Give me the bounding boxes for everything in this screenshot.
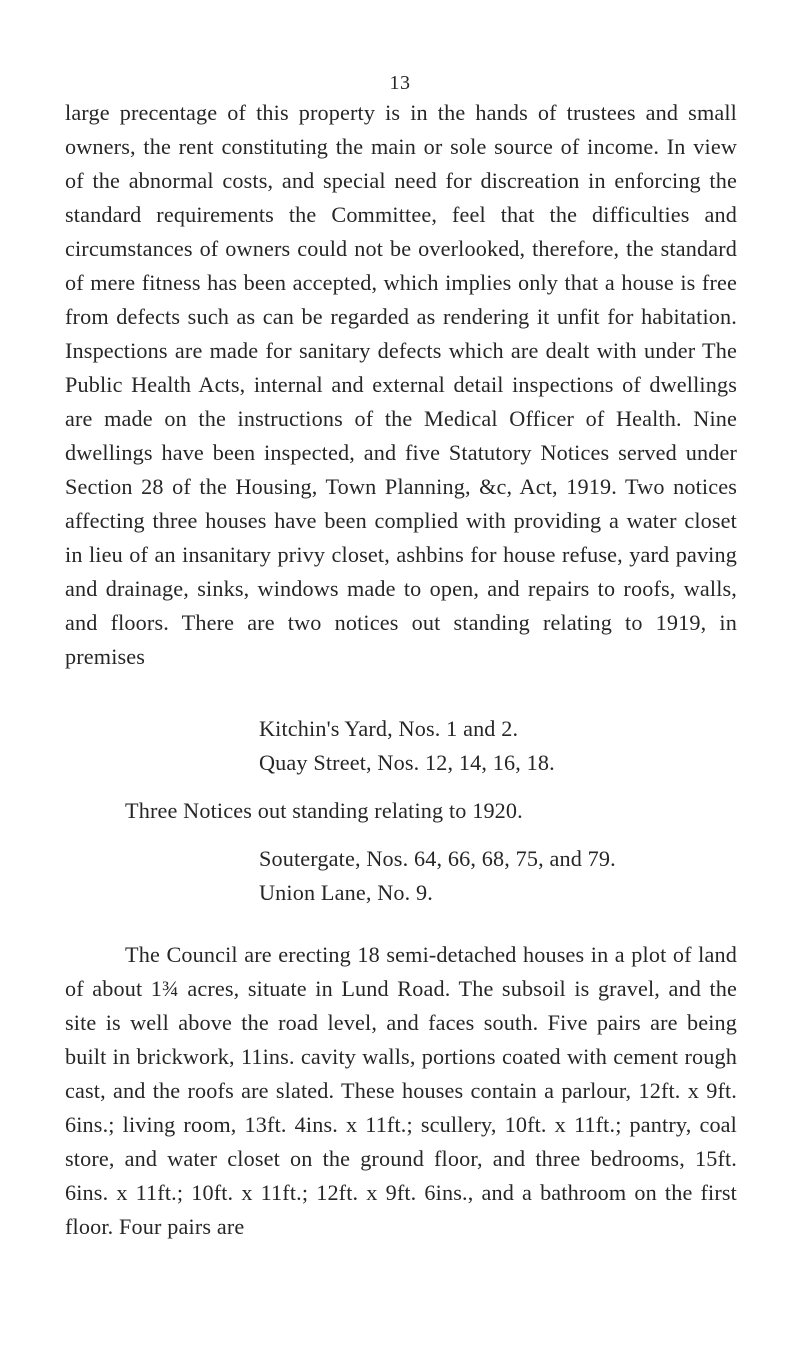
premises-list-1920 — [259, 842, 759, 910]
premises-item-union-lane: Union Lane, No. 9. — [259, 880, 434, 905]
premises-list-1919 — [259, 712, 759, 780]
premises-item-kitchins-yard: Kitchin's Yard, Nos. 1 and 2. — [259, 716, 519, 741]
premises-item-soutergate: Soutergate, Nos. 64, 66, 68, 75, and 79. — [259, 846, 616, 871]
page-number: 13 — [389, 72, 411, 94]
body-paragraph-property-inspections: large precentage of this property is in the hands of trustees and small owners, the rent constituting the main or sole source of income. In view of the abnormal costs, and special need for discreation in enforcing the standard requirements the Committee, feel that the difficulties and circumstances of owners could not be overlooked, therefore, the standard of mere fitness has been accepted, which implies only that a house is free from defects such as can be regarded as rendering it unfit for habitation. Inspections are made for sanitary defects which are dealt with under The Public Health Acts, internal and external detail inspections of dwellings are made on the instructions of the Medical Officer of Health. Nine dwellings have been inspected, and five Statutory Notices served under Section 28 of the Housing, Town Planning, &c, Act, 1919. Two notices affecting three houses have been complied with providing a water closet in lieu of an insanitary privy closet, ashbins for house refuse, yard paving and drainage, sinks, windows made to open, and repairs to roofs, walls, and floors. There are two notices out standing relating to 1919, in premises — [65, 100, 737, 669]
premises-item-quay-street: Quay Street, Nos. 12, 14, 16, 18. — [259, 750, 555, 775]
body-paragraph-three-notices: Three Notices out standing relating to 1920. — [125, 798, 523, 823]
body-paragraph-council-houses: The Council are erecting 18 semi-detached houses in a plot of land of about 1¾ acres, situate in Lund Road. The subsoil is gravel, and the site is well above the road level, and faces south. Five pairs are being built in brickwork, 11ins. cavity walls, portions coated with cement rough cast, and the roofs are slated. These houses contain a parlour, 12ft. x 9ft. 6ins.; living room, 13ft. 4ins. x 11ft.; scullery, 10ft. x 11ft.; pantry, coal store, and water closet on the ground floor, and three bedrooms, 15ft. 6ins. x 11ft.; 10ft. x 11ft.; 12ft. x 9ft. 6ins., and a bathroom on the first floor. Four pairs are — [65, 942, 737, 1239]
